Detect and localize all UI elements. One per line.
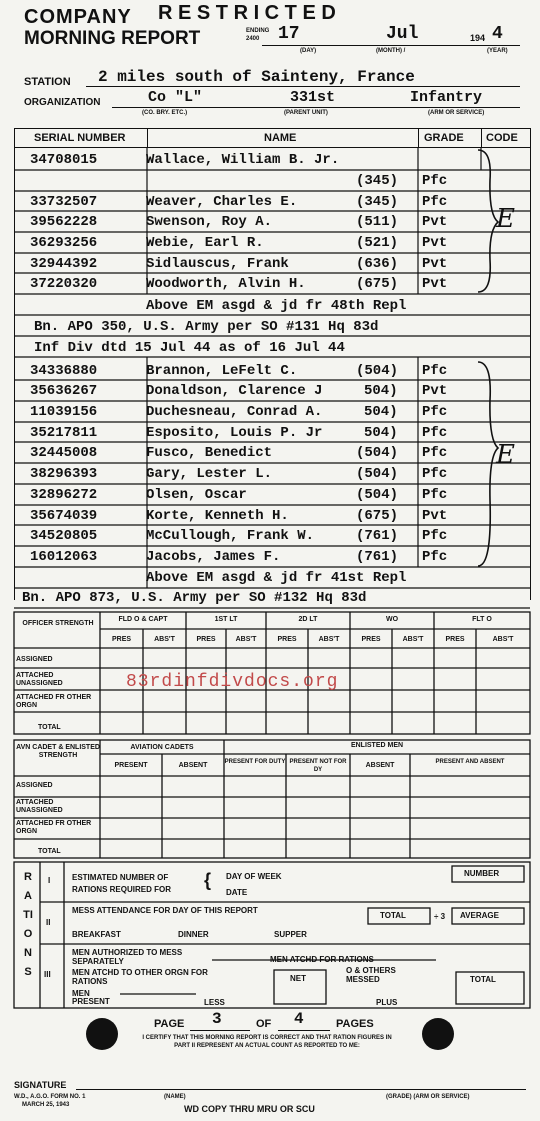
mos-code: (504) [356,363,399,379]
officer-group-header: FLD O & CAPT [118,616,168,623]
soldier-name: Fusco, Benedict [146,445,273,461]
row-label-total: TOTAL [38,848,61,855]
grade: Pvt [422,508,448,524]
present-and-absent-header: PRESENT AND ABSENT [435,759,505,765]
mos-code: 504) [364,425,398,441]
soldier-name: Jacobs, James F. [146,549,281,565]
form-date: MARCH 25, 1943 [22,1102,70,1108]
page-total: 4 [294,1010,304,1028]
officer-group-header: 2D LT [298,616,318,623]
month-label: (MONTH) / [376,48,406,54]
pres-header: PRES [361,636,381,643]
of-label: OF [256,1018,272,1030]
soldier-name: Sidlauscus, Frank [146,256,289,272]
day-of-week-label: DAY OF WEEK [226,872,282,881]
organization-label: ORGANIZATION [24,97,101,108]
rations-vertical-label: RATIONS [23,871,33,978]
org-company: Co "L" [148,89,203,106]
serial-number: 37220320 [30,276,98,292]
day-label: (DAY) [300,48,317,54]
men-authorized-label: MEN AUTHORIZED TO MESS SEPARATELY [72,948,183,966]
mess-attendance-label: MESS ATTENDANCE FOR DAY OF THIS REPORT [72,906,258,915]
mos-code: (675) [356,276,399,292]
grade: Pfc [422,549,448,565]
officer-group-header: 1ST LT [214,616,238,623]
station-value: 2 miles south of Sainteny, France [98,68,415,86]
soldier-name: Brannon, LeFelt C. [146,363,298,379]
grade: Pvt [422,235,448,251]
abs-header: ABS'T [492,636,514,643]
estimated-rations-label: ESTIMATED NUMBER OF RATIONS REQUIRED FOR [72,873,171,894]
rations-part-2: II [46,918,51,927]
grade: Pfc [422,528,448,544]
report-month: Jul [386,24,419,44]
serial-number: 35217811 [30,425,98,441]
aviation-cadets-header: AVIATION CADETS [130,744,194,751]
soldier-name: Duchesneau, Conrad A. [146,404,323,420]
pres-header: PRES [196,636,216,643]
ending-label: ENDING [246,28,270,34]
serial-number: 35674039 [30,508,98,524]
serial-number: 32445008 [30,445,98,461]
soldier-name: Wallace, William B. Jr. [146,152,340,168]
grade: Pvt [422,383,448,399]
pres-header: PRES [111,636,132,643]
col-serial-number: SERIAL NUMBER [34,132,126,144]
mos-code: (761) [356,528,399,544]
officer-group-header: WO [385,616,399,623]
pages-label: PAGES [336,1018,374,1030]
name-label: (NAME) [164,1094,186,1100]
mos-code: (521) [356,235,399,251]
row-label-total: TOTAL [38,724,61,731]
mos-code: 504) [364,404,398,420]
serial-number: 32944392 [30,256,98,272]
grade: Pfc [422,363,448,379]
serial-number: 34336880 [30,363,98,379]
row-label-attached-unassigned: ATTACHED UNASSIGNED [16,799,63,814]
abs-header: ABS'T [154,636,175,643]
serial-number: 33732507 [30,194,98,210]
plus-label: PLUS [376,998,398,1007]
net-label: NET [290,974,306,983]
average-label: AVERAGE [460,911,499,920]
mos-code: (504) [356,487,399,503]
mos-code: (345) [356,173,399,189]
mos-code: (761) [356,549,399,565]
total-label: TOTAL [380,911,406,920]
dinner-label: DINNER [178,930,209,939]
mos-code: (636) [356,256,399,272]
serial-number: 39562228 [30,214,98,230]
rations-part-1: I [48,876,51,885]
breakfast-label: BREAKFAST [72,930,121,939]
serial-number: 35636267 [30,383,98,399]
soldier-name: Korte, Kenneth H. [146,508,289,524]
absent-header: ABSENT [178,762,208,769]
enlisted-men-header: ENLISTED MEN [350,742,404,749]
org-parent: 331st [290,89,336,106]
serial-number: 36293256 [30,235,98,251]
watermark: 83rdinfdivdocs.org [126,672,339,692]
handwritten-code-mark: E [496,204,515,234]
serial-number: 16012063 [30,549,98,565]
grade: Pvt [422,276,448,292]
arm-label: (ARM OR SERVICE) [428,110,485,116]
soldier-name: Webie, Earl R. [146,235,264,251]
year-prefix: 194 [470,33,486,43]
present-header: PRESENT [114,762,148,769]
soldier-name: Olsen, Oscar [146,487,247,503]
row-label-attached-unassigned: ATTACHED UNASSIGNED [16,672,63,687]
absent-header: ABSENT [365,762,395,769]
enlisted-strength-label: AVN CADET & ENLISTED STRENGTH [16,744,100,759]
mos-code: (675) [356,508,399,524]
serial-number: 38296393 [30,466,98,482]
year-digit: 4 [492,24,503,44]
grade-arm-label: (GRADE) (ARM OR SERVICE) [386,1094,470,1100]
supper-label: SUPPER [274,930,307,939]
pres-header: PRES [277,636,297,643]
page-number: 3 [212,1010,222,1028]
row-label-assigned: ASSIGNED [16,656,53,663]
form-number: W.D., A.G.O. FORM NO. 1 [14,1094,86,1100]
station-label: STATION [24,76,71,88]
grade: Pfc [422,466,448,482]
rations-part-3: III [44,970,51,979]
wd-copy-label: WD COPY THRU MRU OR SCU [184,1104,315,1114]
soldier-name: Gary, Lester L. [146,466,273,482]
col-grade: GRADE [424,132,464,144]
ending-time: 2400 [246,36,260,42]
report-day: 17 [278,24,300,44]
mos-code: (511) [356,214,399,230]
assignment-note: Bn. APO 350, U.S. Army per SO #131 Hq 83d [34,319,379,335]
co-label: (CO. BRY. ETC.) [142,110,188,116]
soldier-name: McCullough, Frank W. [146,528,315,544]
morning-report-label: MORNING REPORT [24,28,201,49]
mos-code: (504) [356,466,399,482]
number-label: NUMBER [464,869,500,878]
handwritten-code-mark: E [496,440,515,470]
soldier-name: Donaldson, Clarence J [146,383,323,399]
date-label: DATE [226,888,248,897]
serial-number: 11039156 [30,404,98,420]
grade: Pfc [422,194,448,210]
serial-number: 32896272 [30,487,98,503]
brace: { [204,870,212,890]
men-atchd-for-rations-label: MEN ATCHD FOR RATIONS [270,955,374,964]
mos-code: (504) [356,445,399,461]
present-not-for-duty-header: PRESENT NOT FOR DY [289,759,347,773]
present-for-duty-header: PRESENT FOR DUTY [224,759,286,765]
assignment-note: Above EM asgd & jd fr 48th Repl [146,298,407,314]
grade: Pfc [422,173,448,189]
soldier-name: Woodworth, Alvin H. [146,276,306,292]
grade: Pfc [422,445,448,461]
total-label: TOTAL [470,975,496,984]
assignment-note: Inf Div dtd 15 Jul 44 as of 16 Jul 44 [34,340,345,356]
officer-group-header: FLT O [472,616,492,623]
divide-by-three: ÷ 3 [434,912,446,921]
others-messed-label: O & OTHERS MESSED [346,966,396,984]
serial-number: 34708015 [30,152,98,168]
grade: Pfc [422,404,448,420]
mos-code: (345) [356,194,399,210]
pres-header: PRES [445,636,465,643]
restricted-stamp: R E S T R I C T E D [158,2,336,24]
abs-header: ABS'T [235,636,257,643]
officer-strength-label: OFFICER STRENGTH [22,620,94,627]
punch-hole-left [86,1018,118,1050]
col-code: CODE [486,132,518,144]
abs-header: ABS'T [318,636,340,643]
grade: Pfc [422,425,448,441]
certification-text: I CERTIFY THAT THIS MORNING REPORT IS CORRECT AND THAT RATION FIGURES IN PART II REPRESENT AN ACTUAL COUNT AS REPORTED TO ME: [142,1035,392,1049]
men-atchd-to-other-label: MEN ATCHD TO OTHER ORGN FOR RATIONS [72,968,208,986]
col-name: NAME [264,132,297,144]
page-label: PAGE [154,1018,185,1030]
parent-label: (PARENT UNIT) [284,110,328,116]
company-label: COMPANY [24,6,132,28]
org-arm: Infantry [410,89,483,106]
men-present-label: MEN PRESENT [72,989,110,1006]
serial-number: 34520805 [30,528,98,544]
row-label-attached-other: ATTACHED FR OTHER ORGN [16,694,92,709]
abs-header: ABS'T [402,636,424,643]
grade: Pfc [422,487,448,503]
assignment-note: Bn. APO 873, U.S. Army per SO #132 Hq 83d [22,590,367,606]
punch-hole-right [422,1018,454,1050]
signature-label: SIGNATURE [14,1080,67,1090]
row-label-attached-other: ATTACHED FR OTHER ORGN [16,820,92,835]
row-label-assigned: ASSIGNED [16,782,53,789]
soldier-name: Esposito, Louis P. Jr [146,425,323,441]
assignment-note: Above EM asgd & jd fr 41st Repl [146,570,407,586]
grade: Pvt [422,214,448,230]
less-label: LESS [204,998,225,1007]
mos-code: 504) [364,383,398,399]
soldier-name: Swenson, Roy A. [146,214,273,230]
soldier-name: Weaver, Charles E. [146,194,298,210]
grade: Pvt [422,256,448,272]
year-label: (YEAR) [487,48,508,54]
